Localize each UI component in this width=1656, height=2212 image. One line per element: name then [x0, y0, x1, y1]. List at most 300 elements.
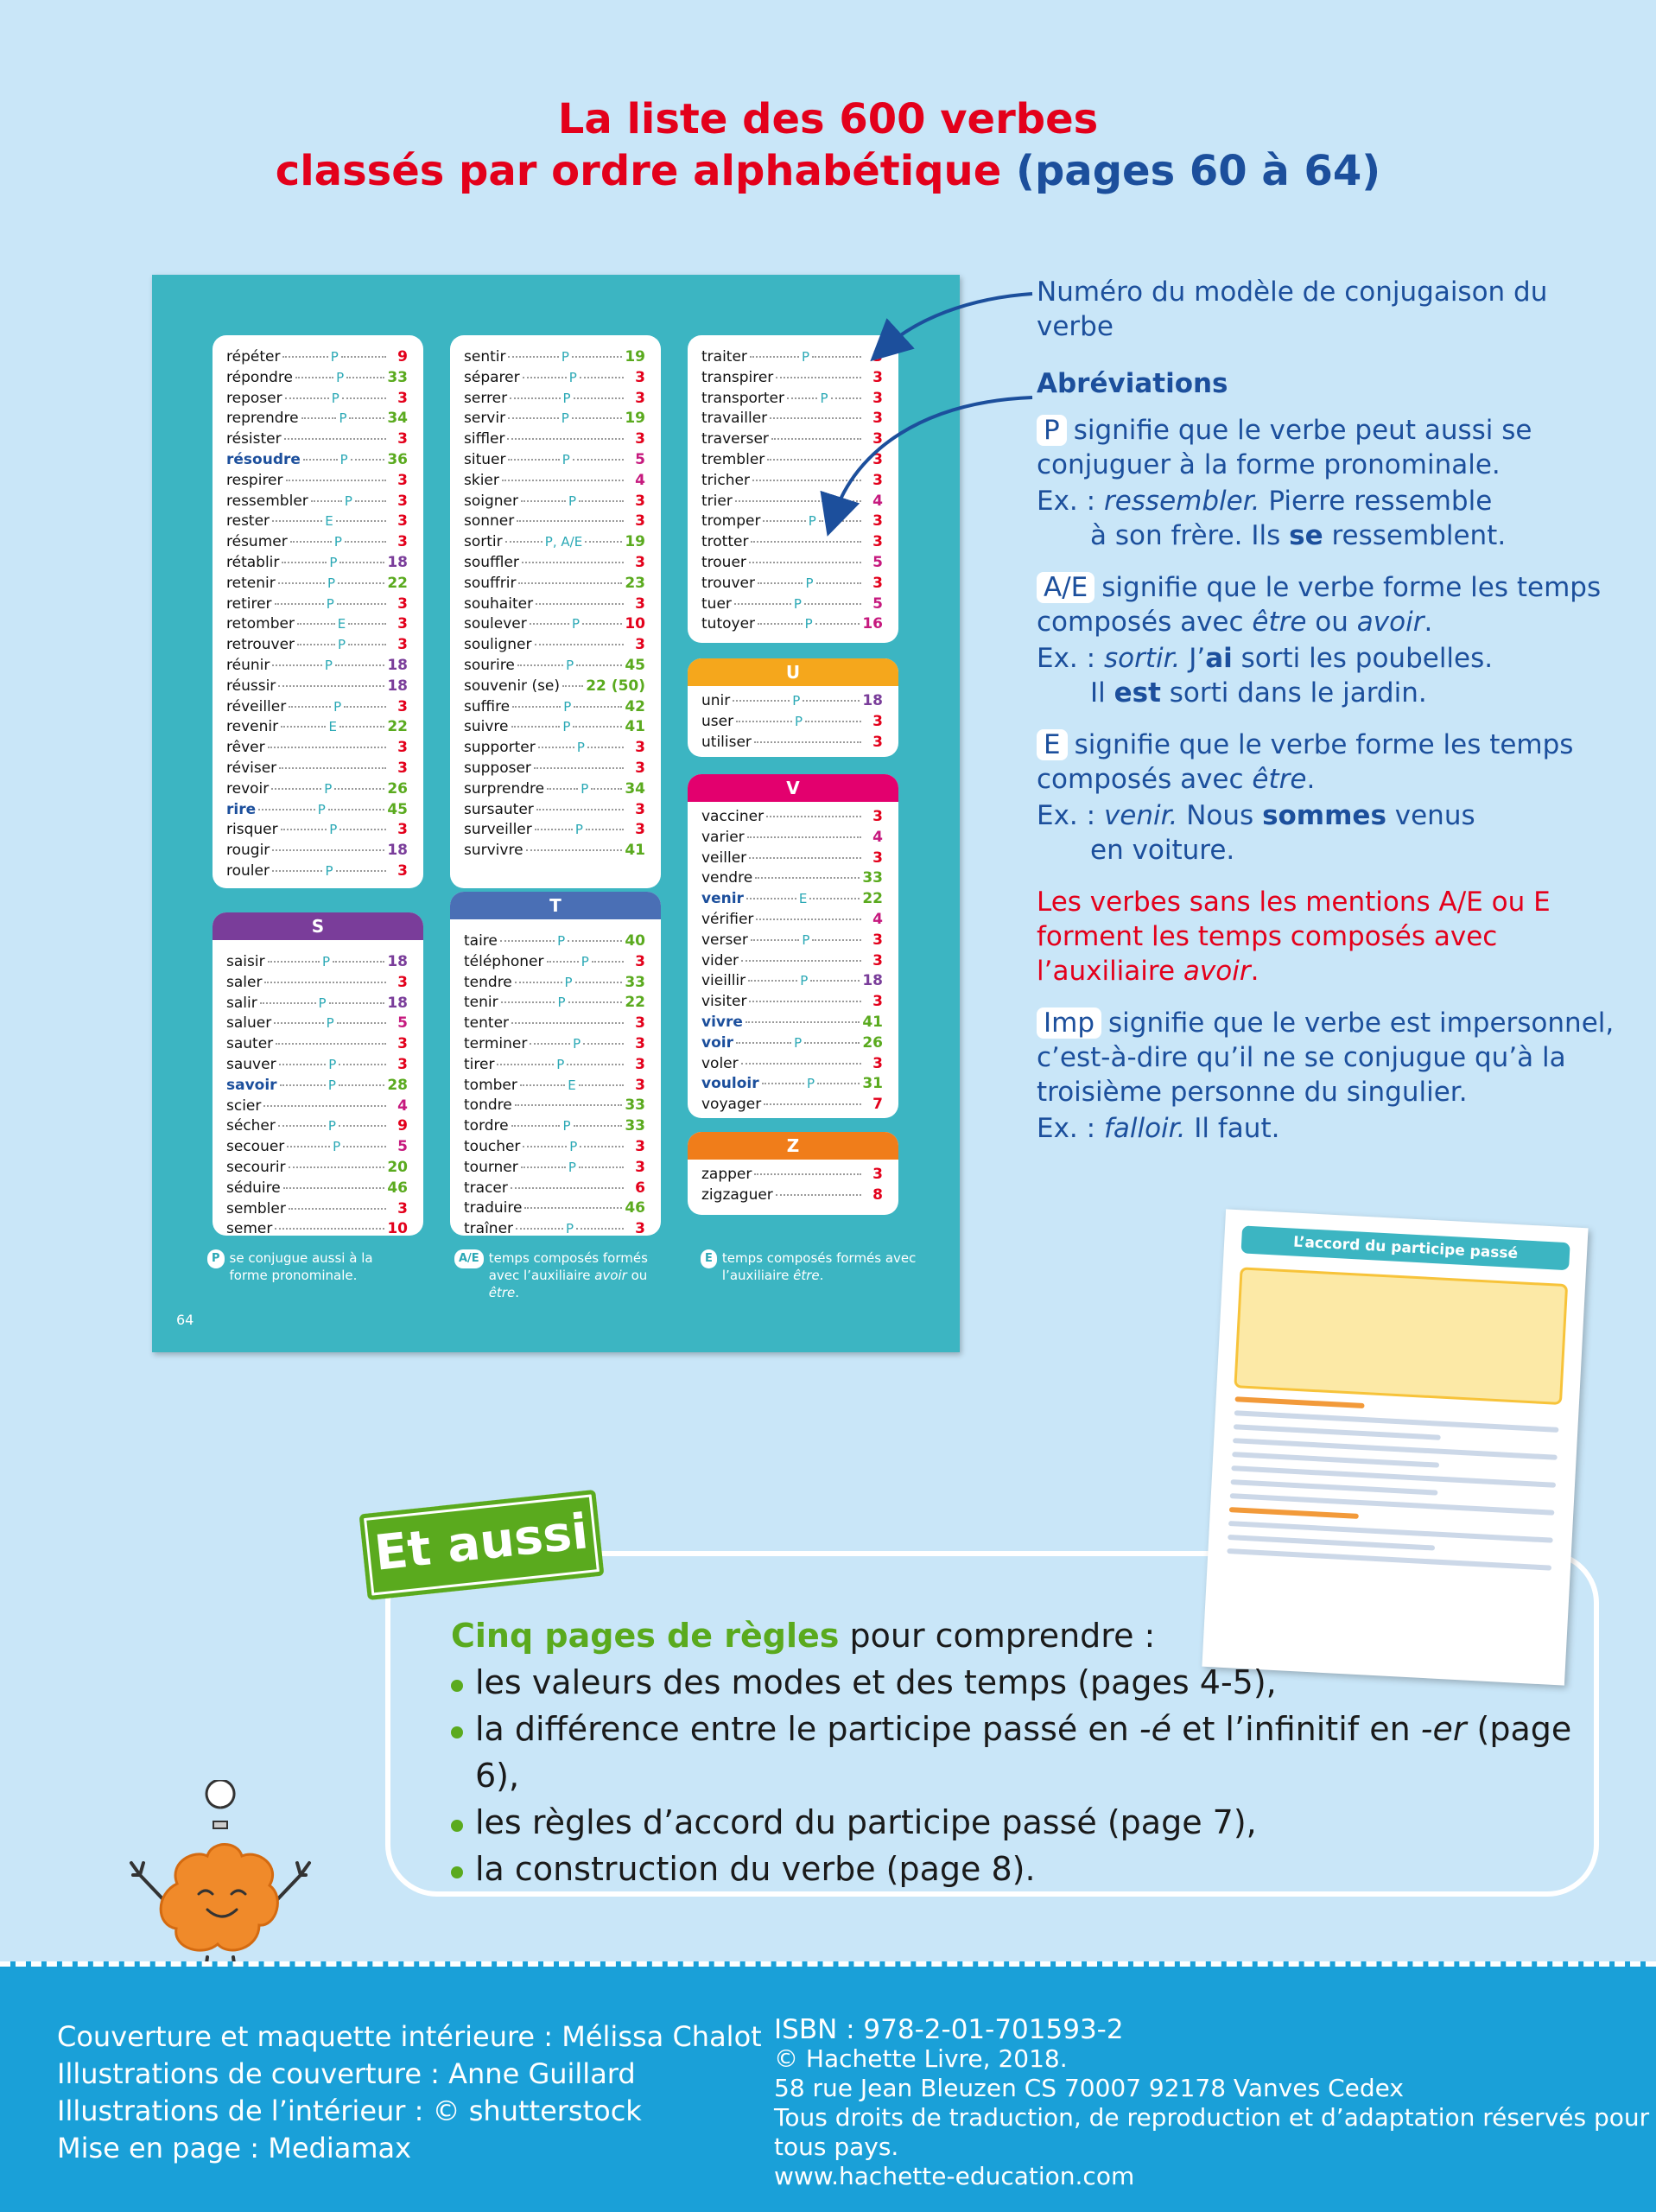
- verb-word: tenter: [464, 1014, 510, 1033]
- leader-dots: [275, 1228, 384, 1230]
- ae-avoir: avoir: [1356, 607, 1424, 638]
- verb-word: résoudre: [226, 450, 301, 468]
- title-line-1: La liste des 600 verbes: [557, 95, 1099, 143]
- leader-dots: [264, 982, 386, 983]
- model-number: 40: [625, 932, 646, 950]
- verb-word: tondre: [464, 1096, 512, 1115]
- model-number: 34: [625, 779, 646, 798]
- verb-row: [226, 347, 408, 368]
- leader-dots: [573, 459, 624, 461]
- leader-dots: [341, 356, 386, 358]
- leader-dots: [749, 562, 861, 563]
- leader-dots: [515, 1104, 623, 1106]
- section-header-s: S: [213, 912, 423, 940]
- model-number: 3: [872, 1166, 883, 1183]
- model-number: 3: [872, 712, 884, 730]
- leader-dots: [339, 829, 386, 830]
- verb-row: [701, 512, 883, 532]
- leader-dots: [576, 664, 622, 666]
- imp-ex-prefix: Ex. :: [1037, 1113, 1104, 1144]
- aussi-item-4: la construction du verbe (page 8).: [451, 1846, 1591, 1892]
- verb-flag: P: [568, 369, 577, 385]
- leader-dots: [530, 623, 569, 625]
- verb-row: [226, 800, 408, 821]
- model-number: 3: [397, 594, 409, 613]
- isbn: ISBN : 978-2-01-701593-2: [774, 2014, 1124, 2045]
- rows: [450, 919, 661, 1236]
- verb-word: tourner: [464, 1158, 518, 1176]
- verb-word: transporter: [701, 389, 784, 407]
- verb-flag: P: [339, 410, 347, 427]
- leader-dots: [275, 603, 324, 605]
- verb-word: sauver: [226, 1055, 276, 1073]
- leader-dots: [748, 980, 797, 982]
- aussi-item-2b: et l’infinitif en: [1171, 1710, 1421, 1748]
- thumb-line: [1235, 1396, 1365, 1408]
- model-number: 3: [635, 492, 646, 510]
- ae-ex-text-2: sorti les poubelles.: [1232, 643, 1494, 674]
- footer-credits: [57, 2018, 762, 2167]
- leader-dots: [511, 1125, 561, 1127]
- rows: [688, 686, 898, 757]
- verb-flag: P: [806, 1076, 815, 1092]
- leader-dots: [749, 1001, 861, 1002]
- model-number: 46: [387, 1179, 408, 1197]
- verb-flag: P: [820, 390, 828, 406]
- leader-dots: [579, 1166, 624, 1168]
- verb-row: [464, 492, 645, 512]
- model-number: 4: [397, 1096, 408, 1115]
- leader-dots: [511, 726, 561, 728]
- model-number: 3: [397, 615, 408, 633]
- card-r: [213, 335, 423, 888]
- verb-flag: P: [802, 931, 810, 948]
- leader-dots: [804, 1042, 860, 1044]
- aussi-item-2a: la différence entre le participe passé en: [475, 1710, 1139, 1748]
- verb-row: [226, 1096, 408, 1117]
- verb-word: vérifier: [701, 910, 754, 928]
- model-number: 22: [862, 890, 883, 908]
- verb-row: [226, 1199, 408, 1220]
- page-number: 64: [176, 1312, 194, 1328]
- leader-dots: [815, 623, 860, 625]
- leader-dots: [500, 940, 555, 942]
- verb-row: [226, 717, 408, 738]
- et-aussi-content: [451, 1612, 1591, 1892]
- leader-dots: [336, 870, 387, 872]
- verb-row: [464, 347, 645, 368]
- verb-row: [701, 347, 883, 368]
- thumb-line: [1227, 1548, 1551, 1571]
- ae-ex-bold-1: ai: [1205, 643, 1233, 674]
- verb-row: [464, 635, 645, 656]
- verb-flag: P: [324, 657, 333, 673]
- verb-row: [701, 691, 883, 712]
- leader-dots: [547, 788, 578, 790]
- verb-word: vivre: [701, 1013, 743, 1031]
- model-number: 3: [635, 1137, 645, 1155]
- leader-dots: [751, 541, 861, 543]
- verb-row: [464, 1158, 645, 1179]
- verb-word: tricher: [701, 471, 750, 489]
- verb-row: [226, 389, 408, 410]
- verb-row: [226, 492, 408, 512]
- verb-word: situer: [464, 450, 506, 468]
- model-number: 3: [872, 348, 883, 365]
- leader-dots: [337, 603, 386, 605]
- ae-mid: ou: [1306, 607, 1357, 638]
- leader-dots: [575, 982, 623, 983]
- leader-dots: [521, 500, 566, 502]
- ae-end: .: [1424, 607, 1433, 638]
- rows: [213, 940, 423, 1236]
- verb-row: [701, 594, 883, 615]
- legend-ae-end: .: [515, 1285, 519, 1300]
- model-number: 45: [625, 656, 646, 674]
- verb-flag: P: [561, 410, 569, 427]
- model-number: 7: [872, 1096, 883, 1114]
- leader-dots: [510, 397, 560, 399]
- leader-dots: [279, 1064, 327, 1065]
- verb-row: [701, 1185, 883, 1206]
- verb-word: vieillir: [701, 972, 746, 990]
- leader-dots: [311, 500, 342, 502]
- leader-dots: [272, 520, 322, 522]
- model-number: 5: [872, 594, 883, 613]
- verb-row: [701, 614, 883, 635]
- verb-row: [701, 910, 883, 931]
- verb-row: [701, 712, 883, 733]
- verb-flag: P: [326, 1015, 334, 1032]
- leader-dots: [754, 1173, 861, 1175]
- model-number: 3: [635, 1034, 645, 1052]
- leader-dots: [576, 1228, 624, 1230]
- verb-word: tenir: [464, 994, 498, 1012]
- verb-flag: P: [794, 1034, 803, 1051]
- verb-flag: E: [337, 616, 346, 632]
- model-number: 41: [625, 842, 645, 860]
- verb-word: souhaiter: [464, 594, 534, 613]
- verb-row: [464, 471, 645, 492]
- leader-dots: [507, 438, 624, 440]
- leader-dots: [574, 397, 624, 399]
- leader-dots: [339, 562, 384, 563]
- card-s: [213, 912, 423, 1236]
- leader-dots: [515, 982, 562, 983]
- p-ex-text-3: ressemblent.: [1323, 520, 1507, 551]
- model-number: 3: [397, 533, 409, 551]
- model-number: 3: [635, 594, 645, 613]
- verb-word: retenir: [226, 574, 276, 592]
- leader-dots: [278, 1125, 326, 1127]
- model-number: 18: [387, 842, 408, 860]
- leader-dots: [733, 700, 790, 702]
- verb-row: [226, 471, 408, 492]
- verb-word: saisir: [226, 953, 265, 970]
- verb-row: [226, 677, 408, 697]
- model-number: 3: [397, 759, 408, 777]
- model-number: 3: [635, 553, 645, 571]
- verb-flag: P, A/E: [544, 534, 583, 550]
- model-number: 6: [635, 1179, 645, 1197]
- model-number: 3: [397, 471, 408, 489]
- leader-dots: [567, 1064, 624, 1065]
- verb-row: [464, 973, 645, 994]
- verb-row: [701, 931, 883, 951]
- verb-word: visiter: [701, 993, 747, 1011]
- p-explain: [1037, 413, 1633, 482]
- verb-word: voler: [701, 1054, 739, 1072]
- website-link[interactable]: www.hachette-education.com: [774, 2162, 1135, 2190]
- leader-dots: [756, 918, 861, 920]
- p-ex-line2: [1037, 520, 1506, 551]
- verb-word: tirer: [464, 1055, 495, 1073]
- leader-dots: [283, 1187, 385, 1189]
- leader-dots: [805, 721, 861, 722]
- legend-e-badge: E: [701, 1249, 717, 1268]
- model-number: 33: [862, 869, 883, 887]
- verb-word: savoir: [226, 1076, 277, 1094]
- leader-dots: [346, 377, 384, 378]
- verb-row: [464, 717, 645, 738]
- verb-row: [701, 553, 883, 574]
- legend-p-badge: P: [207, 1249, 225, 1268]
- model-number: 3: [872, 574, 884, 592]
- title-pages: (pages 60 à 64): [1016, 147, 1381, 195]
- verb-word: ressembler: [226, 492, 308, 510]
- model-number: 3: [872, 430, 883, 448]
- model-number: 3: [397, 1055, 409, 1073]
- verb-flag: P: [564, 974, 573, 990]
- p-ex-text-2: à son frère. Ils: [1090, 520, 1290, 551]
- p-example: [1037, 484, 1633, 553]
- verb-flag: P: [561, 349, 569, 365]
- aussi-item-2: [451, 1706, 1591, 1799]
- verb-word: vouloir: [701, 1075, 759, 1093]
- ae-explain: [1037, 570, 1633, 639]
- legend-e-text: [722, 1249, 925, 1284]
- verb-word: scier: [226, 1096, 262, 1115]
- verb-flag: P: [568, 1159, 576, 1175]
- leader-dots: [573, 726, 622, 728]
- verb-word: souffrir: [464, 574, 517, 592]
- verb-word: retirer: [226, 594, 272, 613]
- verb-row: [701, 1013, 883, 1033]
- verb-row: [226, 952, 408, 973]
- leader-dots: [741, 1063, 861, 1065]
- legend-ae: [454, 1249, 679, 1301]
- verb-word: varier: [701, 828, 745, 846]
- verb-word: sauter: [226, 1035, 274, 1053]
- model-number: 5: [872, 553, 883, 571]
- verb-row: [226, 759, 408, 779]
- verb-word: séduire: [226, 1179, 281, 1197]
- model-number: 46: [625, 1199, 645, 1217]
- model-number: 18: [387, 994, 408, 1012]
- leader-dots: [817, 1083, 860, 1084]
- legend-p: [207, 1249, 415, 1284]
- leader-dots: [501, 1001, 555, 1003]
- model-number: 10: [625, 615, 646, 633]
- model-number: 9: [397, 1117, 408, 1135]
- verb-row: [464, 1116, 645, 1137]
- model-number: 8: [872, 1185, 883, 1204]
- verb-row: [464, 759, 645, 779]
- verb-row: [226, 594, 408, 615]
- model-number: 3: [397, 973, 408, 991]
- verb-word: rouler: [226, 861, 270, 880]
- thumb-line: [1230, 1479, 1437, 1496]
- et-aussi-tag: Et aussi: [359, 1490, 605, 1600]
- verb-word: traduire: [464, 1199, 523, 1217]
- leader-dots: [562, 685, 583, 687]
- verb-row: [464, 820, 645, 841]
- verb-flag: P: [581, 953, 589, 969]
- verb-row: [464, 614, 645, 635]
- model-number: 22: [387, 718, 408, 736]
- model-number: 33: [625, 973, 646, 991]
- verb-row: [464, 1219, 645, 1236]
- model-number: 3: [872, 733, 883, 751]
- e-ex-text-1: Nous: [1177, 800, 1263, 831]
- credit-layout: Mise en page : Mediamax: [57, 2132, 412, 2164]
- model-number: 3: [635, 739, 646, 757]
- verb-row: [464, 1055, 645, 1076]
- verb-word: saluer: [226, 1014, 272, 1033]
- verb-word: supporter: [464, 739, 536, 757]
- verb-row: [464, 738, 645, 759]
- leader-dots: [741, 960, 861, 962]
- verb-row: [226, 409, 408, 429]
- rows: [213, 335, 423, 888]
- leader-dots: [579, 500, 624, 502]
- model-number: 4: [872, 828, 883, 846]
- leader-dots: [535, 829, 573, 830]
- verb-row: [464, 931, 645, 952]
- e-ex-line2: en voiture.: [1090, 835, 1235, 866]
- verb-row: [701, 889, 883, 910]
- model-number: 3: [635, 1158, 645, 1176]
- leader-dots: [520, 1084, 565, 1086]
- leader-dots: [568, 940, 622, 942]
- leader-dots: [343, 1146, 386, 1147]
- verb-row: [701, 1074, 883, 1095]
- leader-dots: [344, 706, 386, 708]
- verb-word: secouer: [226, 1138, 285, 1156]
- model-number: 3: [872, 993, 883, 1011]
- leader-dots: [568, 1001, 623, 1003]
- verb-word: semer: [226, 1220, 273, 1236]
- credit-inner-illus: Illustrations de l’intérieur : © shutterstock: [57, 2094, 642, 2127]
- leader-dots: [585, 541, 622, 543]
- model-number: 26: [862, 1033, 884, 1052]
- leader-dots: [517, 664, 563, 666]
- leader-dots: [809, 898, 860, 899]
- model-number: 3: [872, 389, 884, 407]
- verb-flag: P: [568, 493, 577, 509]
- copyright: © Hachette Livre, 2018.: [774, 2044, 1068, 2073]
- leader-dots: [812, 356, 861, 358]
- leader-dots: [276, 1043, 386, 1045]
- leader-dots: [755, 877, 860, 879]
- legend-ae-badge: A/E: [454, 1249, 484, 1268]
- ae-ex-verb: sortir.: [1103, 643, 1181, 674]
- verb-word: retrouver: [226, 636, 295, 654]
- leader-dots: [803, 700, 860, 702]
- verb-word: retomber: [226, 615, 295, 633]
- e-box: E: [1037, 729, 1068, 760]
- section-header-v: V: [688, 774, 898, 802]
- model-number: 3: [635, 821, 645, 839]
- verb-word: respirer: [226, 471, 283, 489]
- verb-row: [226, 1116, 408, 1137]
- e-text-1: signifie que le verbe forme les temps composés avec: [1037, 729, 1574, 795]
- verb-word: veiller: [701, 849, 747, 867]
- verb-word: sursauter: [464, 800, 534, 818]
- model-number: 19: [625, 348, 645, 365]
- model-number: 3: [635, 368, 646, 386]
- verb-row: [226, 994, 408, 1014]
- ae-ex-text-4: sorti dans le jardin.: [1160, 677, 1427, 709]
- e-explain: [1037, 728, 1633, 797]
- model-number: 18: [387, 656, 408, 674]
- verb-flag: P: [576, 740, 585, 756]
- verb-word: traiter: [701, 348, 747, 365]
- verb-word: souffler: [464, 553, 519, 571]
- model-number: 16: [862, 615, 884, 633]
- leader-dots: [580, 377, 624, 378]
- imp-example: [1037, 1111, 1633, 1146]
- verb-word: résister: [226, 430, 282, 448]
- verb-flag: P: [327, 1118, 336, 1135]
- verb-word: secourir: [226, 1158, 286, 1176]
- leader-dots: [752, 480, 861, 481]
- verb-flag: P: [563, 698, 572, 715]
- leader-dots: [749, 857, 861, 859]
- model-number: 3: [397, 430, 408, 448]
- verb-word: soulever: [464, 615, 527, 633]
- ae-ex-bold-2: est: [1114, 677, 1161, 709]
- verb-row: [464, 429, 645, 450]
- leader-dots: [281, 726, 326, 728]
- leader-dots: [572, 417, 623, 419]
- imp-ex-verb: falloir.: [1103, 1113, 1186, 1144]
- verb-word: résumer: [226, 533, 288, 551]
- leader-dots: [734, 603, 791, 605]
- verb-word: réussir: [226, 677, 276, 695]
- model-number: 3: [872, 1054, 883, 1072]
- leader-dots: [574, 1125, 623, 1127]
- leader-dots: [526, 849, 623, 851]
- footer-publisher: [774, 2015, 1656, 2191]
- verb-word: tomber: [464, 1076, 517, 1094]
- verb-flag: P: [562, 390, 571, 406]
- leader-dots: [521, 1166, 566, 1168]
- model-number: 3: [397, 861, 409, 880]
- ae-ex-prefix: Ex. :: [1037, 643, 1104, 674]
- model-number: 3: [872, 808, 883, 825]
- card-s-cont: [450, 335, 661, 888]
- verb-flag: P: [324, 780, 333, 797]
- leader-dots: [762, 1083, 804, 1084]
- verb-row: [701, 1054, 883, 1075]
- leader-dots: [517, 520, 624, 522]
- verb-word: sembler: [226, 1199, 286, 1217]
- verb-row: [226, 1158, 408, 1179]
- leader-dots: [339, 1084, 384, 1086]
- leader-dots: [766, 816, 861, 817]
- title-line-2-main: classés par ordre alphabétique: [275, 147, 1016, 195]
